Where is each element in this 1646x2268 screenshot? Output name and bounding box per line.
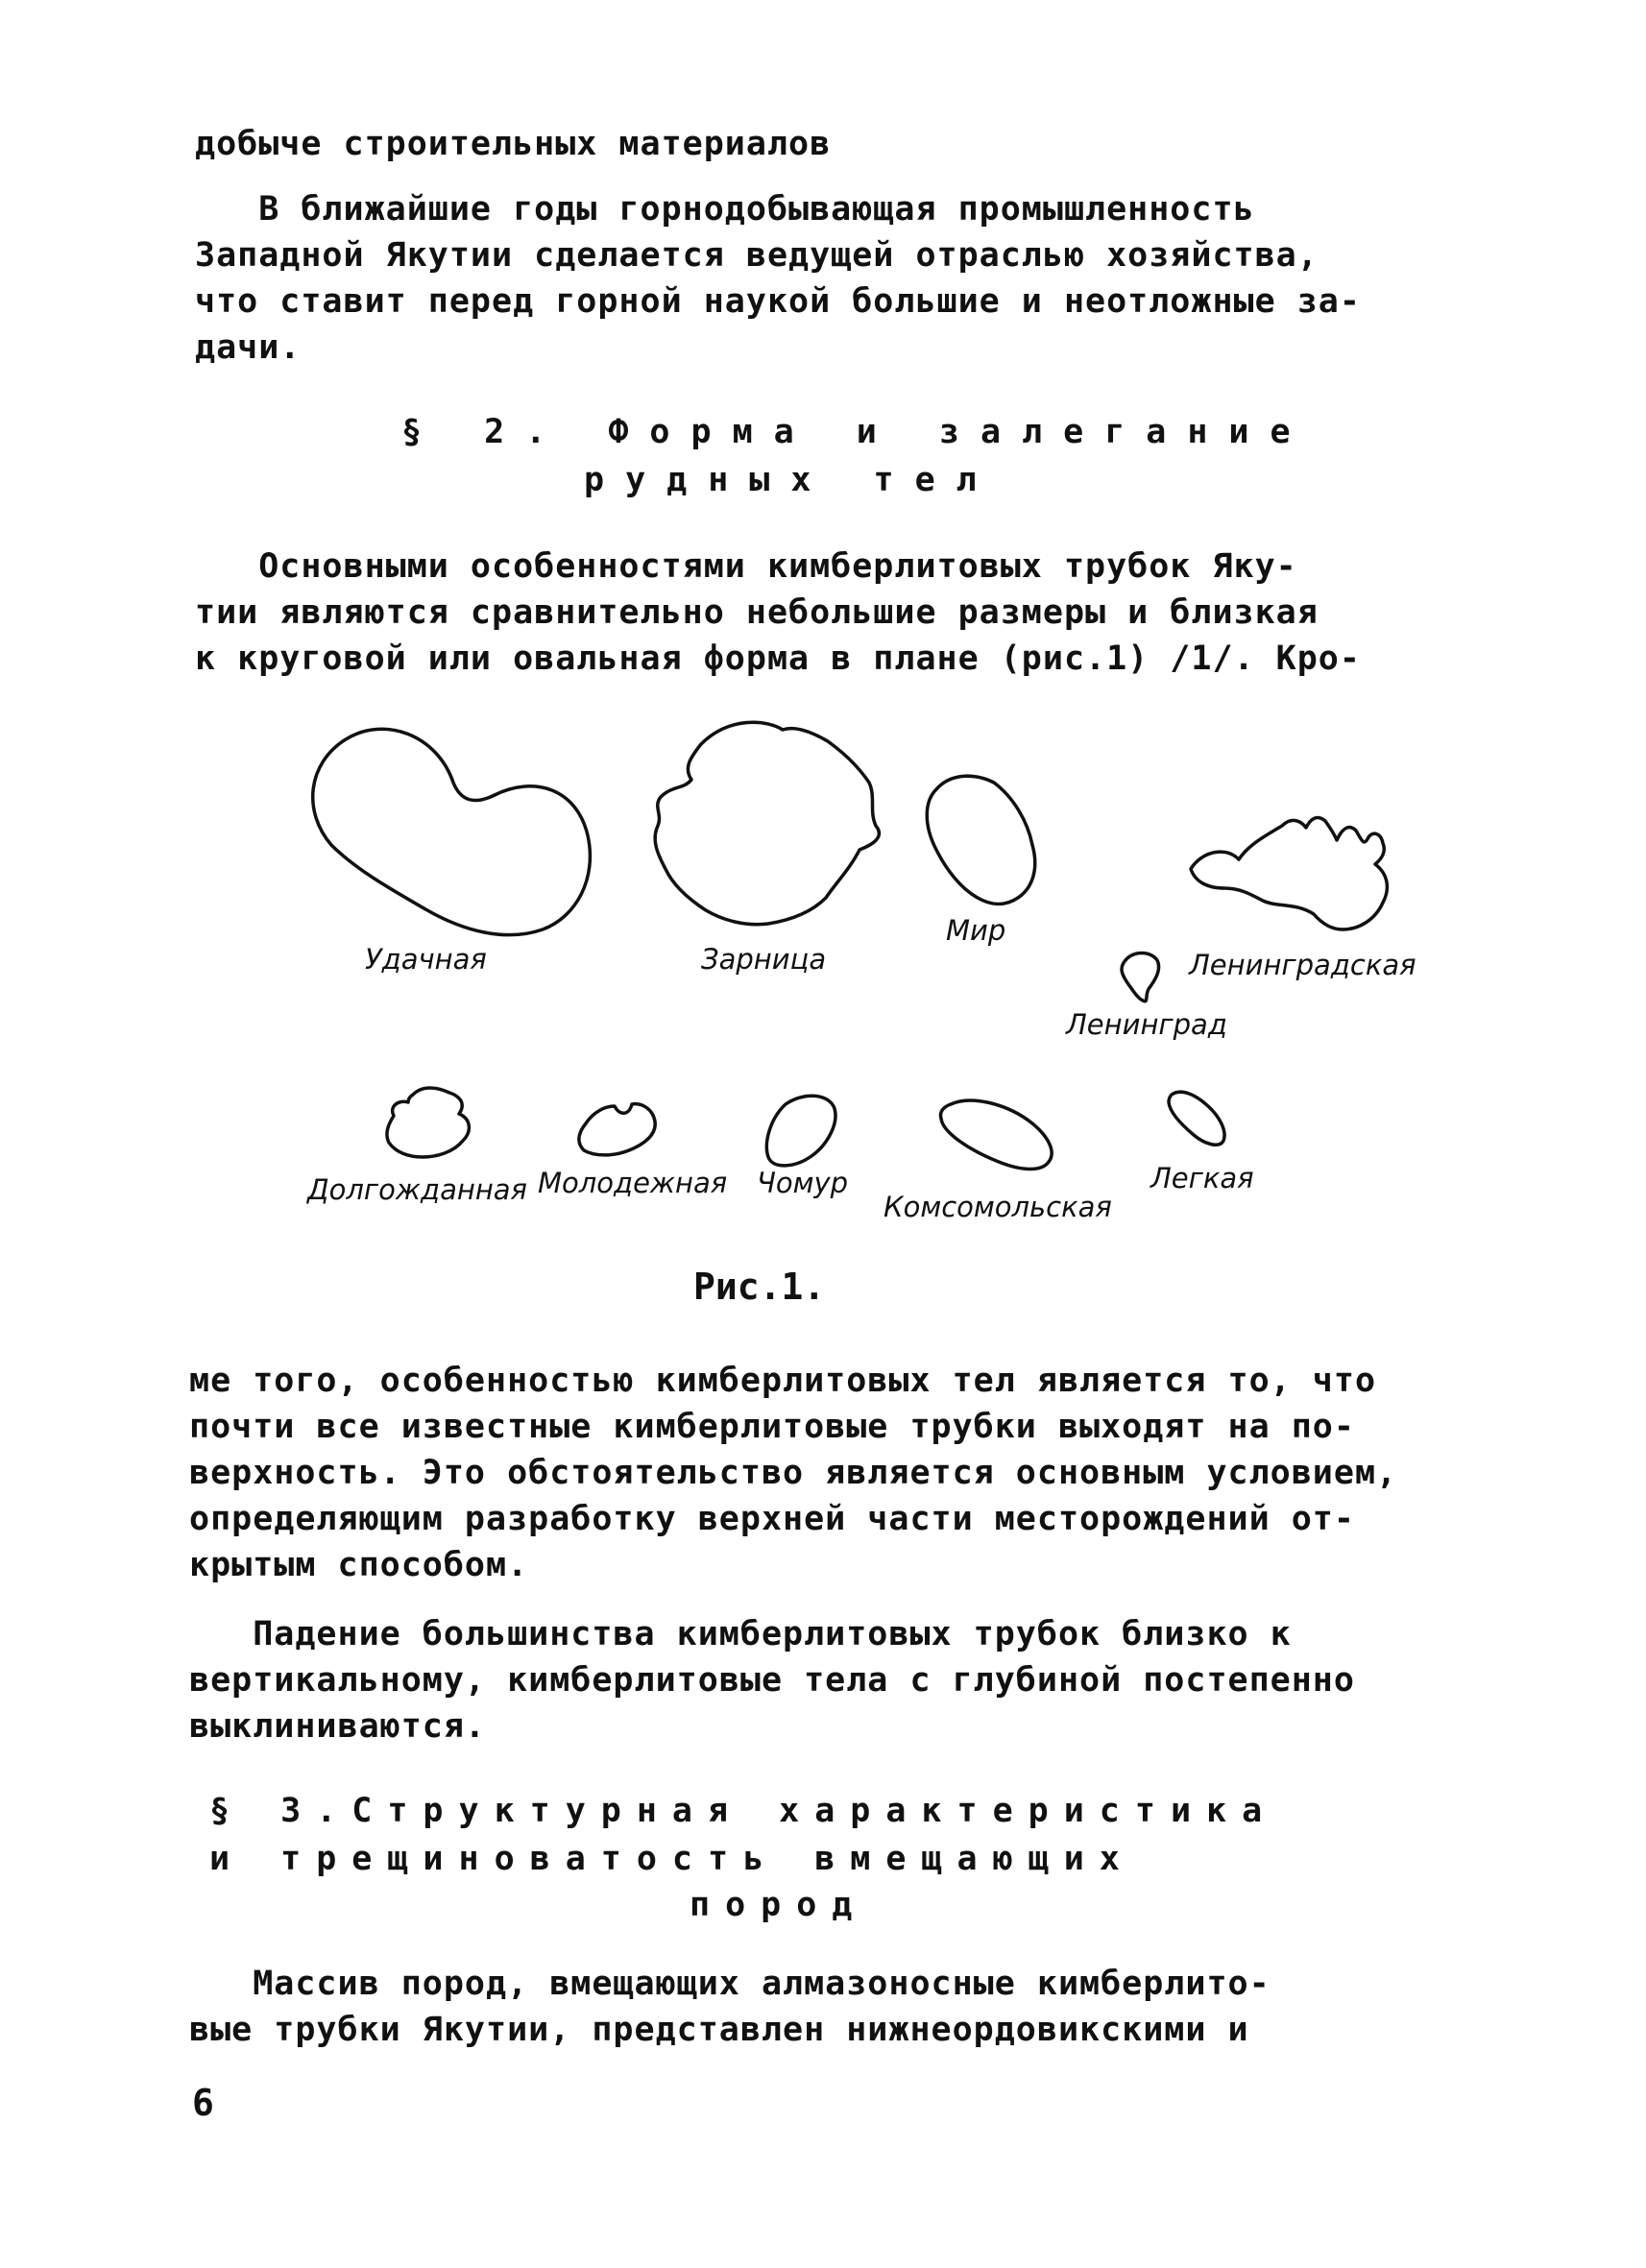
outline-leningrad: [1122, 953, 1159, 1001]
para4-line-2: вертикальному, кимберлитовые тела с глубиной постепенно: [189, 1661, 1355, 1700]
outline-dolgozhdannaya: [387, 1088, 469, 1157]
label-leningradskaya: Ленинградская: [1189, 949, 1416, 981]
label-udachnaya: Удачная: [365, 943, 487, 976]
para4-line-1: Падение большинства кимберлитовых трубок близко к: [189, 1615, 1292, 1653]
outline-leningradskaya: [1191, 817, 1387, 929]
section3-heading-line3: пород: [690, 1886, 868, 1924]
para1-line-3: что ставит перед горной наукой большие и неотложные за-: [195, 282, 1361, 321]
para3-line-5: крытым способом.: [189, 1546, 529, 1584]
para3-line-2: почти все известные кимберлитовые трубки выходят на по-: [189, 1408, 1355, 1446]
label-legkaya: Легкая: [1150, 1162, 1254, 1194]
para3-line-3: верхность. Это обстоятельство является основным условием,: [189, 1454, 1398, 1492]
label-komsomolskaya: Комсомольская: [884, 1191, 1112, 1223]
outline-mir: [927, 776, 1034, 904]
outline-chomur: [766, 1096, 835, 1166]
para5-line-2: вые трубки Якутии, представлен нижнеордовикскими и: [189, 2011, 1249, 2049]
section3-heading-line1: § 3.Структурная характеристика: [209, 1792, 1278, 1830]
para1-line-2: Западной Якутии сделается ведущей отраслью хозяйства,: [195, 236, 1319, 275]
para1-line-4: дачи.: [195, 328, 302, 367]
para2-line-2: тии являются сравнительно небольшие размеры и близкая: [195, 593, 1319, 632]
label-molodezhnaya: Молодежная: [538, 1167, 728, 1199]
label-mir: Мир: [946, 914, 1006, 947]
outline-legkaya: [1169, 1092, 1224, 1145]
para2-line-3: к круговой или овальная форма в плане (рис.1) /1/. Кро-: [195, 639, 1361, 678]
outline-komsomolskaya: [940, 1100, 1052, 1169]
para3-line-4: определяющим разработку верхней части месторождений от-: [189, 1500, 1355, 1538]
intro-line: добыче строительных материалов: [195, 125, 832, 163]
label-chomur: Чомур: [757, 1167, 849, 1199]
para5-line-1: Массив пород, вмещающих алмазоносные кимберлито-: [189, 1965, 1271, 2003]
para2-line-1: Основными особенностями кимберлитовых трубок Яку-: [195, 547, 1297, 586]
label-leningrad: Ленинград: [1066, 1008, 1227, 1041]
section2-heading-line2: рудных тел: [584, 461, 998, 499]
label-zarnitsa: Зарница: [701, 943, 827, 976]
label-dolgozhdannaya: Долгожданная: [307, 1173, 527, 1206]
outline-molodezhnaya: [579, 1104, 655, 1155]
section2-heading-line1: § 2. Форма и залегание: [401, 413, 1312, 451]
figure-title: Рис.1.: [693, 1266, 826, 1308]
outline-udachnaya: [313, 729, 591, 934]
outline-zarnitsa: [655, 722, 879, 924]
para4-line-3: выклиниваются.: [189, 1707, 487, 1746]
para3-line-1: ме того, особенностью кимберлитовых тел является то, что: [189, 1362, 1377, 1400]
para1-line-1: В ближайшие годы горнодобывающая промышленность: [195, 190, 1255, 229]
page-number: 6: [192, 2082, 214, 2124]
section3-heading-line2: и трещиноватость вмещающих: [209, 1840, 1135, 1878]
